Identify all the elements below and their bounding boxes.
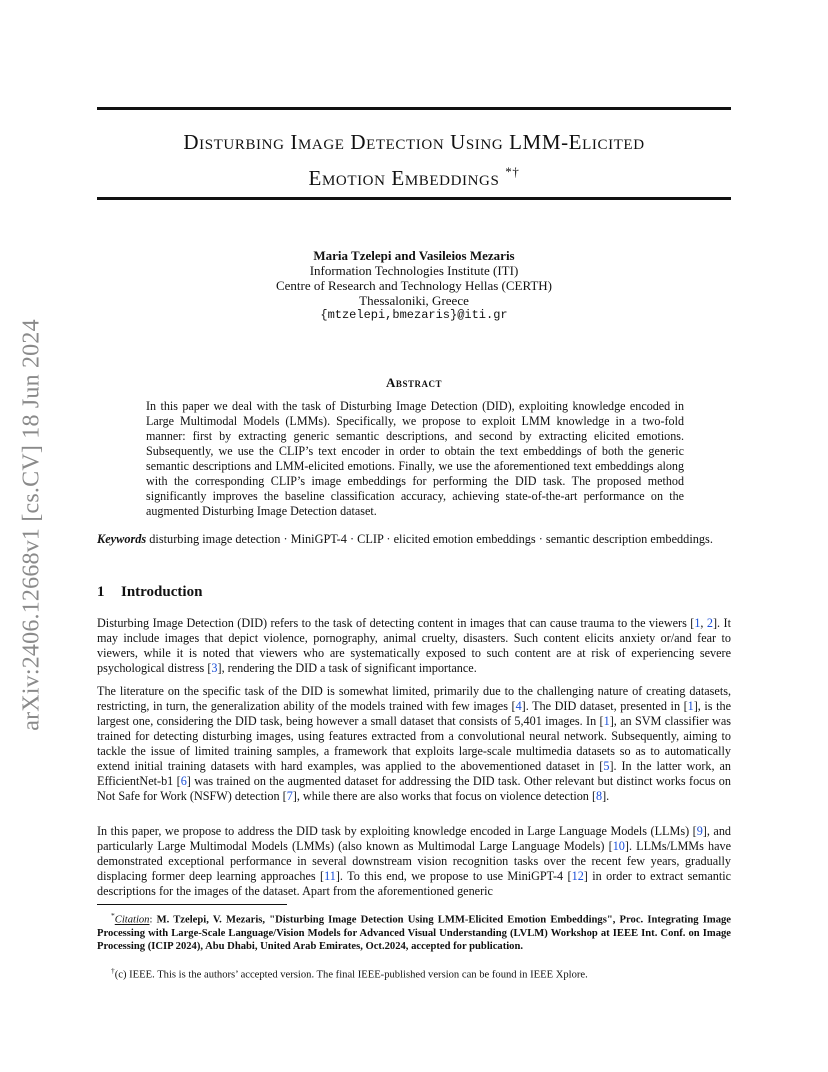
- author-affiliation-2: Centre of Research and Technology Hellas (CERTH): [275, 278, 553, 293]
- citation-link[interactable]: 7: [286, 789, 293, 803]
- title-bottom-rule: [97, 197, 731, 200]
- footnote-citation: *Citation: M. Tzelepi, V. Mezaris, "Disturbing Image Detection Using LMM-Elicited Emotion Embeddings", Proc. Integrating Image Processing with Large-Scale Language/Vision Models for Advanced Visual Understanding (LVLM) Workshop at IEEE Int. Conf. on Image Processing (ICIP 2024), Abu Dhabi, United Arab Emirates, Oct.2024, accepted for publication.: [97, 911, 731, 952]
- citation-link[interactable]: 1: [687, 699, 694, 713]
- author-location: Thessaloniki, Greece: [359, 293, 469, 308]
- citation-link[interactable]: 8: [596, 789, 603, 803]
- citation-link[interactable]: 9: [696, 824, 703, 838]
- footnote-rule: [97, 904, 287, 905]
- author-affiliation-1: Information Technologies Institute (ITI): [309, 263, 519, 278]
- author-email: {mtzelepi,bmezaris}@iti.gr: [320, 308, 508, 322]
- citation-link[interactable]: 4: [515, 699, 522, 713]
- footnote-copyright: [97, 964, 731, 982]
- author-block: [97, 248, 731, 323]
- title-line-2: Emotion Embeddings: [308, 166, 500, 190]
- section-title: Introduction: [121, 584, 203, 600]
- citation-link[interactable]: 1: [603, 714, 610, 728]
- title-footnote-marks: *†: [505, 164, 520, 179]
- citation-text: M. Tzelepi, V. Mezaris, "Disturbing Image Detection Using LMM-Elicited Emotion Embeddings", Proc. Integrating Image Processing with Large-Scale Language/Vision Models for Advanced Visual Understanding (LVLM) Workshop at IEEE Int. Conf. on Image Processing (ICIP 2024), Abu Dhabi, United Arab Emirates, Oct.2024, accepted for publication.: [97, 914, 731, 952]
- citation-link[interactable]: 11: [324, 869, 336, 883]
- title-top-rule: [97, 107, 731, 110]
- intro-paragraph-2: The literature on the specific task of the DID is somewhat limited, primarily due to the challenging nature of creating datasets, restricting, in turn, the generalization ability of the models trained with few images [4]. The DID dataset, presented in [1], is the largest one, considering the DID task, being however a small dataset that consists of 5,401 images. In [1], an SVM classifier was trained for detecting disturbing images, using features extracted from a convolutional neural network. Subsequently, aiming to tackle the issue of limited training samples, a framework that exploits large-scale multimedia datasets so as to automatically extend initial training datasets with hard examples, was applied to the abovementioned dataset in [5]. In the latter work, an EfficientNet-b1 [6] was trained on the augmented dataset for addressing the DID task. Other relevant but distinct works focus on Not Safe for Work (NSFW) detection [7], while there are also works that focus on violence detection [8].: [97, 684, 732, 803]
- abstract-heading: Abstract: [386, 375, 442, 390]
- author-names: Maria Tzelepi and Vasileios Mezaris: [313, 248, 515, 263]
- citation-link[interactable]: 10: [612, 839, 625, 853]
- footnote-mark: †: [111, 966, 115, 975]
- footnote-mark: *: [111, 911, 115, 920]
- citation-link[interactable]: 3: [211, 661, 218, 675]
- title-line-1: Disturbing Image Detection Using LMM-Elicited: [183, 130, 645, 154]
- citation-label-link[interactable]: Citation: [114, 914, 150, 926]
- citation-link[interactable]: 12: [571, 869, 584, 883]
- abstract-text: In this paper we deal with the task of Disturbing Image Detection (DID), exploiting knowledge encoded in Large Multimodal Models (LMMs). Specifically, we propose to exploit LMM knowledge in a two-fold manner: first by extracting generic semantic descriptions, and second by extracting elicited emotions. Subsequently, we use the CLIP’s text encoder in order to obtain the text embeddings of both the generic semantic descriptions and LMM-elicited emotions. Finally, we use the aforementioned text embeddings along with the corresponding CLIP’s image embeddings for performing the DID task. The proposed method significantly improves the baseline classification accuracy, achieving state-of-the-art performance on the augmented Disturbing Image Detection dataset.: [146, 399, 684, 518]
- citation-link[interactable]: 6: [180, 774, 187, 788]
- intro-paragraph-3: In this paper, we propose to address the DID task by exploiting knowledge encoded in Large Language Models (LLMs) [9], and particularly Large Multimodal Models (LMMs) (also known as Multimodal Large Language Models) [10]. LLMs/LMMs have demonstrated exceptional performance in several downstream vision recognition tasks over the recent few years, gradually displacing former deep learning approaches [11]. To this end, we propose to use MiniGPT-4 [12] in order to extract semantic descriptions for the images of the dataset. Apart from the aforementioned generic: [97, 824, 732, 898]
- keywords-label: Keywords: [97, 532, 147, 546]
- copyright-text: (c) IEEE. This is the authors’ accepted version. The final IEEE-published version can be found in IEEE Xplore.: [114, 969, 588, 981]
- section-heading: [97, 584, 731, 601]
- keywords-text: disturbing image detection · MiniGPT-4 · CLIP · elicited emotion embeddings · semantic description embeddings.: [149, 532, 713, 546]
- keywords-line: [97, 532, 731, 547]
- section-number: 1: [97, 584, 105, 600]
- arxiv-identifier: arXiv:2406.12668v1 [cs.CV] 18 Jun 2024: [18, 319, 45, 731]
- intro-paragraph-1: Disturbing Image Detection (DID) refers to the task of detecting content in images that can cause trauma to the viewers [1, 2]. It may include images that depict violence, pornography, animal cruelty, disasters. Such content elicits anxiety or/and fear to viewers, while it is noted that viewers who are systematically exposed to such content are at risk of experiencing severe psychological distress [3], rendering the DID a task of significant importance.: [97, 616, 731, 675]
- paper-title: [97, 128, 731, 193]
- citation-link[interactable]: 5: [603, 759, 610, 773]
- citation-link[interactable]: 2: [706, 616, 713, 630]
- arxiv-sidebar: [8, 290, 56, 760]
- citation-link[interactable]: 1: [694, 616, 701, 630]
